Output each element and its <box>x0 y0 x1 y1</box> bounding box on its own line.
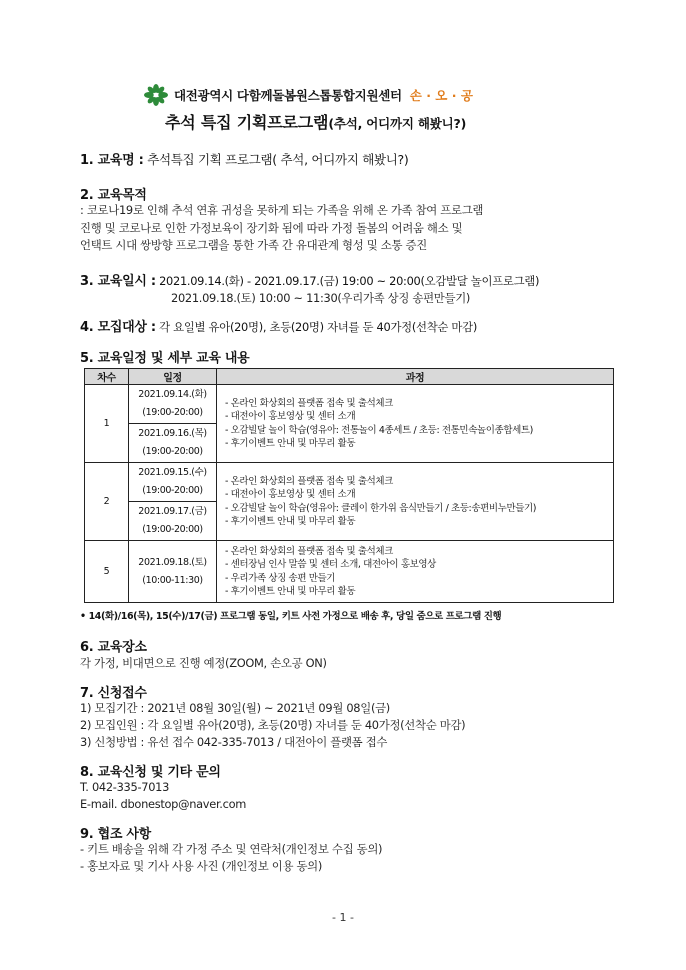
section-8-heading: 8. 교육신청 및 기타 문의 <box>80 765 221 780</box>
section-1-heading: 1. 교육명 : <box>80 153 144 168</box>
date-cell <box>129 424 217 463</box>
title-main: 추석 특집 기획프로그램 <box>165 113 329 132</box>
brand-name: 손 · 오 · 공 <box>409 88 473 103</box>
section-7-line: 1) 모집기간 : 2021년 08월 30일(월) ~ 2021년 09월 08일(금) <box>80 701 390 715</box>
section-2-body <box>80 202 483 255</box>
round-number: 1 <box>85 385 129 463</box>
course-cell <box>217 541 614 603</box>
time-text: (19:00-20:00) <box>142 485 203 496</box>
section-2-heading: 2. 교육목적 <box>80 188 147 203</box>
time-text: (10:00-11:30) <box>142 574 203 586</box>
org-name: 대전광역시 다함께돌봄원스톱통합지원센터 <box>174 88 402 103</box>
section-5-heading: 5. 교육일정 및 세부 교육 내용 <box>80 351 250 366</box>
section-5 <box>80 349 249 367</box>
contact-phone: T. 042-335-7013 <box>80 780 170 794</box>
date-text: 2021.09.18.(토) <box>138 556 207 568</box>
course-cell <box>217 385 614 463</box>
course-item: - 대전아이 홍보영상 및 센터 소개 <box>225 411 356 423</box>
clover-logo-icon <box>144 84 168 106</box>
page-number: - 1 - <box>332 911 354 924</box>
course-item: - 대전아이 홍보영상 및 센터 소개 <box>225 489 356 501</box>
section-3 <box>80 272 539 290</box>
section-2-line: : 코로나19로 인해 추석 연휴 귀성을 못하게 되는 가족을 위해 온 가족 참여 프로그램 <box>80 203 484 217</box>
course-item: - 우리가족 상징 송편 만들기 <box>225 572 336 584</box>
section-6-text: 각 가정, 비대면으로 진행 예정(ZOOM, 손오공 ON) <box>80 656 327 670</box>
document-title <box>165 110 565 133</box>
section-7-line: 3) 신청방법 : 유선 접수 042-335-7013 / 대전아이 플랫폼 접수 <box>80 735 388 749</box>
time-text: (19:00-20:00) <box>142 446 203 457</box>
schedule-note: • 14(화)/16(목), 15(수)/17(금) 프로그램 동일, 키트 사전 가정으로 배송 후, 당일 줌으로 프로그램 진행 <box>80 611 502 622</box>
table-row <box>85 541 614 603</box>
date-text: 2021.09.17.(금) <box>138 506 207 517</box>
time-text: (19:00-20:00) <box>142 407 203 418</box>
col-header-date: 일정 <box>129 369 217 385</box>
section-4 <box>80 318 477 336</box>
section-2-line: 진행 및 코로나로 인한 가정보육이 장기화 됨에 따라 가정 돌봄의 어려움 해소 및 <box>80 220 463 235</box>
course-item: - 온라인 화상회의 플랫폼 접속 및 출석체크 <box>225 397 393 409</box>
date-cell <box>129 463 217 502</box>
section-1-text: 추석특집 기획 프로그램( 추석, 어디까지 해봤니?) <box>143 152 409 167</box>
section-2-line: 언택트 시대 쌍방향 프로그램을 통한 가족 간 유대관계 형성 및 소통 증진 <box>80 238 427 252</box>
date-text: 2021.09.15.(수) <box>138 467 207 478</box>
section-4-heading: 4. 모집대상 : <box>80 320 156 335</box>
date-text: 2021.09.14.(화) <box>138 389 207 400</box>
course-item: - 후기이벤트 안내 및 마무리 활동 <box>225 515 356 527</box>
section-9-line: - 키트 배송을 위해 각 가정 주소 및 연락처(개인정보 수집 동의) <box>80 842 383 856</box>
table-header-row <box>85 369 614 385</box>
section-7-body <box>80 700 465 751</box>
col-header-course: 과정 <box>217 369 614 385</box>
date-cell <box>129 385 217 424</box>
section-9-body <box>80 841 382 875</box>
time-text: (19:00-20:00) <box>142 524 203 535</box>
table-row <box>85 463 614 502</box>
section-7-line: 2) 모집인원 : 각 요일별 유아(20명), 초등(20명) 자녀를 둔 40가정(선착순 마감) <box>80 718 466 732</box>
col-header-round: 차수 <box>85 369 129 385</box>
section-7-heading: 7. 신청접수 <box>80 686 147 701</box>
section-9-heading: 9. 협조 사항 <box>80 827 151 842</box>
date-text: 2021.09.16.(목) <box>138 428 207 439</box>
round-number: 2 <box>85 463 129 541</box>
course-item: - 오감빌달 놀이 학습(영유아: 전통놀이 4종세트 / 초등: 전통민속놀이종합세트) <box>225 424 533 436</box>
section-6 <box>80 638 147 656</box>
course-item: - 후기이벤트 안내 및 마무리 활동 <box>225 585 356 597</box>
section-1 <box>80 151 408 169</box>
date-cell <box>129 502 217 541</box>
course-cell <box>217 463 614 541</box>
section-3-line-1: 2021.09.14.(화) - 2021.09.17.(금) 19:00 ~ 20:00(오감발달 놀이프로그램) <box>155 274 540 288</box>
contact-email[interactable]: E-mail. dbonestop@naver.com <box>80 797 247 811</box>
section-3-line-2: 2021.09.18.(토) 10:00 ~ 11:30(우리가족 상징 송편만들기) <box>171 291 471 305</box>
course-item: - 센터장님 인사 말씀 및 센터 소개, 대전아이 홍보영상 <box>225 559 436 571</box>
org-header <box>144 84 564 106</box>
table-row <box>85 385 614 424</box>
section-3-heading: 3. 교육일시 : <box>80 274 156 289</box>
round-number: 5 <box>85 541 129 603</box>
section-9-line: - 홍보자료 및 기사 사용 사진 (개인정보 이용 동의) <box>80 859 323 873</box>
schedule-table <box>84 368 614 603</box>
section-8-body <box>80 779 246 813</box>
course-item: - 온라인 화상회의 플랫폼 접속 및 출석체크 <box>225 545 393 557</box>
section-4-text: 각 요일별 유아(20명), 초등(20명) 자녀를 둔 40가정(선착순 마감) <box>155 320 477 334</box>
section-6-heading: 6. 교육장소 <box>80 640 147 655</box>
course-item: - 온라인 화상회의 플랫폼 접속 및 출석체크 <box>225 475 393 487</box>
course-item: - 오감빌달 놀이 학습(영유아: 클레이 한가위 음식만들기 / 초등:송편비누만들기) <box>225 502 537 514</box>
date-cell <box>129 541 217 603</box>
course-item: - 후기이벤트 안내 및 마무리 활동 <box>225 437 356 449</box>
title-subtitle: (추석, 어디까지 해봤니?) <box>328 116 467 131</box>
